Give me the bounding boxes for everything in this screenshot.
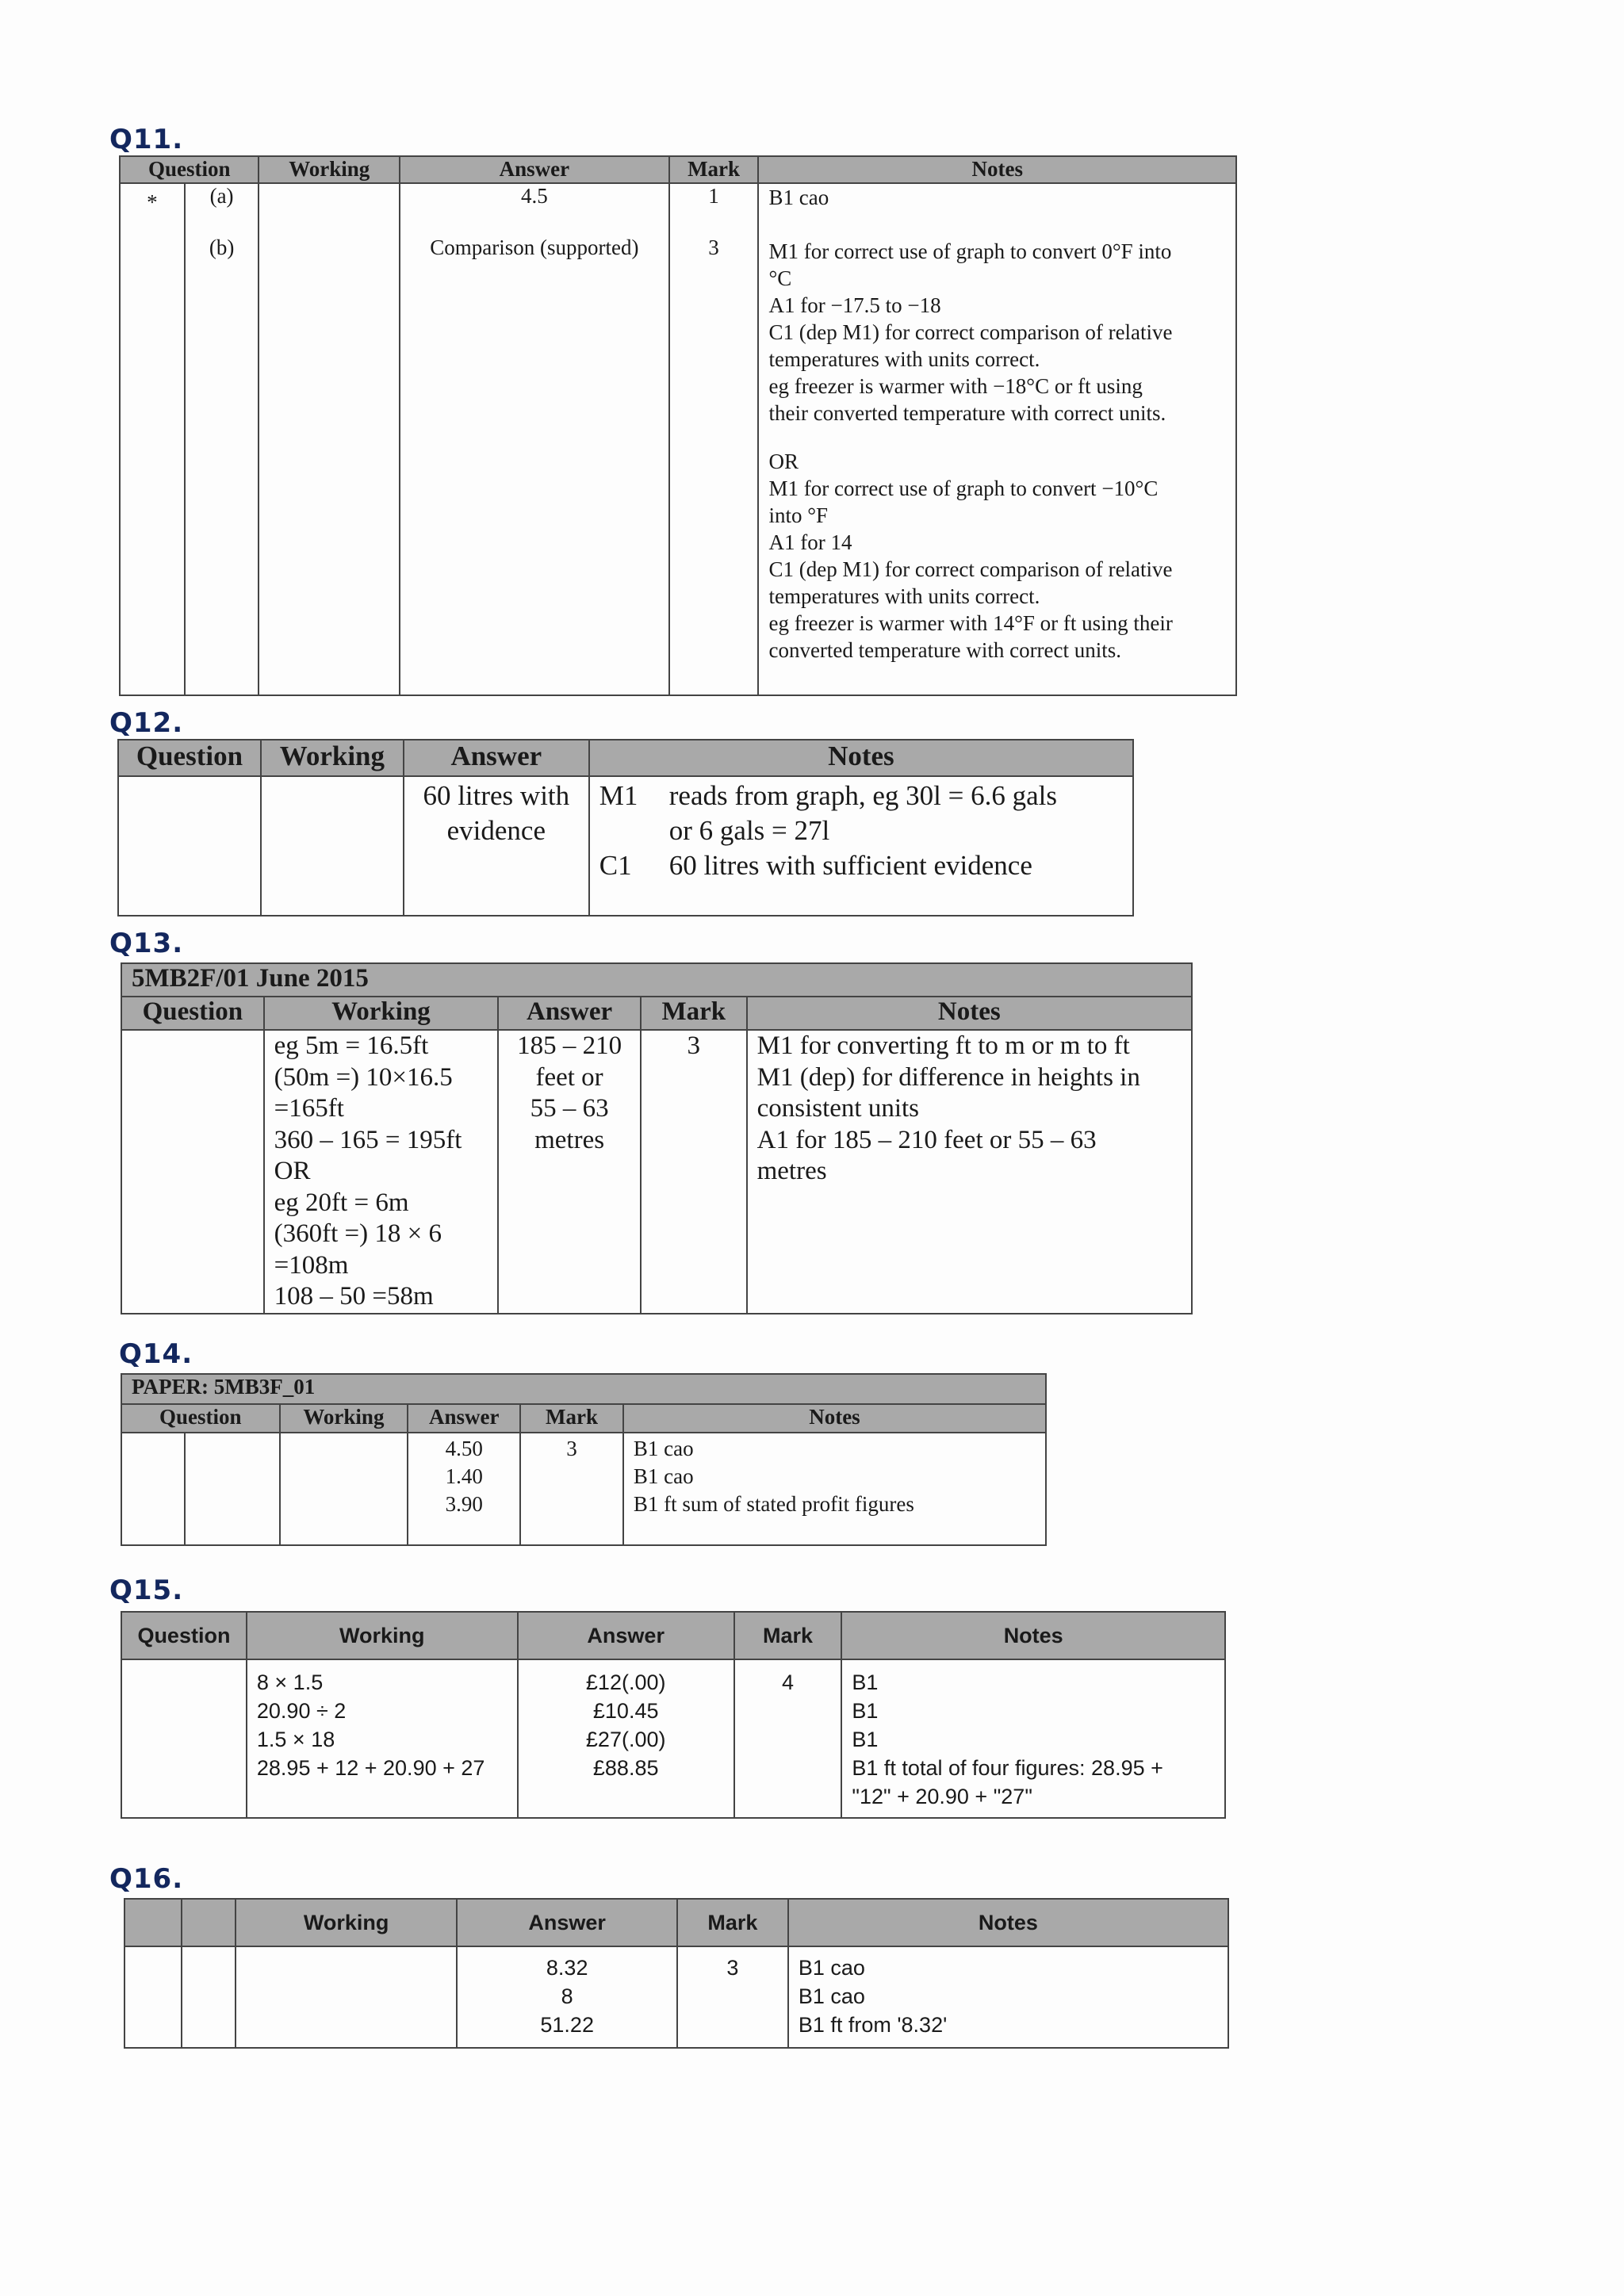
- q11-note: M1 for correct use of graph to convert −10°C: [768, 476, 1159, 500]
- q15-note: B1: [852, 1699, 879, 1723]
- q11-mark-cell: [669, 183, 759, 695]
- q14-notes-cell: [623, 1433, 1046, 1545]
- q11-header-answer: Answer: [400, 156, 669, 183]
- q16-answer-line: 51.22: [540, 2013, 594, 2037]
- q15-mark-cell: 4: [734, 1659, 842, 1818]
- q11-note: A1 for 14: [768, 530, 852, 554]
- q15-question-cell: [121, 1659, 247, 1818]
- q14-note: B1 cao: [633, 1464, 694, 1488]
- q11-answer-a: 4.5: [520, 184, 548, 208]
- q16-note: B1 cao: [798, 1984, 865, 2008]
- q12-note-row: [599, 779, 1123, 813]
- q16-note: B1 ft from '8.32': [798, 2013, 948, 2037]
- q13-header-notes: Notes: [747, 997, 1192, 1030]
- q12-header-answer: Answer: [404, 740, 589, 776]
- q15-answer-line: £27(.00): [585, 1728, 666, 1751]
- q13-answer-line: metres: [534, 1125, 605, 1154]
- q15-working-line: 1.5 × 18: [256, 1728, 335, 1751]
- q11-label: Q11.: [109, 124, 184, 155]
- q15-note: B1: [852, 1728, 879, 1751]
- q16-header-working: Working: [236, 1899, 458, 1946]
- q15-answer-line: £88.85: [592, 1756, 659, 1780]
- q13-working-line: 360 – 165 = 195ft: [274, 1125, 462, 1154]
- q15-table: [121, 1611, 1226, 1819]
- q14-header-answer: Answer: [408, 1404, 520, 1433]
- q11-note: OR: [768, 450, 799, 473]
- q11-part-a: (a): [209, 184, 234, 208]
- q16-header-answer: Answer: [457, 1899, 677, 1946]
- q12-answer-line: evidence: [446, 815, 546, 846]
- q11-note: M1 for correct use of graph to convert 0°F into: [768, 239, 1172, 263]
- q16-question-cell: [124, 1946, 182, 2048]
- q16-answer-cell: [457, 1946, 677, 2048]
- q13-question-cell: [121, 1030, 264, 1314]
- q11-note-gap: [768, 427, 1226, 448]
- q14-mark-cell: 3: [520, 1433, 623, 1545]
- q12-note-text: 60 litres with sufficient evidence: [668, 850, 1032, 881]
- q11-parts-cell: [185, 183, 259, 695]
- q15-header-notes: Notes: [841, 1612, 1225, 1659]
- q11-working-cell: [259, 183, 400, 695]
- q11-note: A1 for −17.5 to −18: [768, 293, 941, 317]
- q14-header-notes: Notes: [623, 1404, 1046, 1433]
- q13-working-line: eg 5m = 16.5ft: [274, 1031, 429, 1060]
- q15-answer-line: £10.45: [592, 1699, 659, 1723]
- q14-table: [121, 1373, 1047, 1546]
- q16-mark-cell: 3: [677, 1946, 788, 2048]
- q13-paper-band: 5MB2F/01 June 2015: [121, 963, 1192, 997]
- q11-answer-b: Comparison (supported): [430, 235, 639, 259]
- q15-note: B1 ft total of four figures: 28.95 +: [852, 1756, 1163, 1780]
- q14-answer-line: 4.50: [445, 1437, 483, 1460]
- q16-table: [124, 1898, 1229, 2049]
- q11-notes-a: B1 cao: [768, 186, 829, 209]
- q14-answer-line: 3.90: [445, 1492, 483, 1516]
- q11-star: *: [120, 183, 185, 695]
- q13-working-line: (360ft =) 18 × 6: [274, 1219, 442, 1248]
- q16-note: B1 cao: [798, 1956, 865, 1980]
- q13-answer-cell: [498, 1030, 641, 1314]
- q16-part-cell: [182, 1946, 236, 2048]
- q11-note: temperatures with units correct.: [768, 584, 1040, 608]
- q13-note: metres: [756, 1157, 827, 1185]
- q12-header-working: Working: [261, 740, 404, 776]
- q16-working-cell: [236, 1946, 458, 2048]
- q12-note-text: or 6 gals = 27l: [668, 815, 830, 846]
- q11-note: C1 (dep M1) for correct comparison of relative: [768, 320, 1173, 344]
- q12-answer-cell: [404, 776, 589, 916]
- q15-answer-line: £12(.00): [585, 1670, 666, 1694]
- q14-question-cell: [121, 1433, 185, 1545]
- q12-notes-cell: [589, 776, 1133, 916]
- q13-note: consistent units: [756, 1094, 920, 1123]
- q12-header-notes: Notes: [589, 740, 1133, 776]
- q14-answer-line: 1.40: [445, 1464, 483, 1488]
- q13-mark-cell: 3: [641, 1030, 747, 1314]
- q12-label: Q12.: [109, 707, 184, 739]
- q11-header-question: Question: [120, 156, 259, 183]
- q11-note: eg freezer is warmer with −18°C or ft using: [768, 374, 1143, 398]
- q11-note: their converted temperature with correct units.: [768, 401, 1166, 425]
- q16-header-notes: Notes: [788, 1899, 1228, 1946]
- q15-header-working: Working: [247, 1612, 518, 1659]
- q11-mark-b: 3: [708, 235, 719, 259]
- q12-header-question: Question: [118, 740, 261, 776]
- q13-working-line: =165ft: [274, 1094, 344, 1123]
- q15-working-line: 20.90 ÷ 2: [256, 1699, 347, 1723]
- q13-label: Q13.: [109, 928, 184, 959]
- q14-paper-band: PAPER: 5MB3F_01: [121, 1374, 1046, 1404]
- q13-header-working: Working: [264, 997, 499, 1030]
- q15-notes-cell: [841, 1659, 1225, 1818]
- q16-label: Q16.: [109, 1863, 184, 1895]
- q11-note: C1 (dep M1) for correct comparison of relative: [768, 557, 1173, 581]
- q13-working-line: OR: [274, 1157, 311, 1185]
- q12-answer-line: 60 litres with: [423, 780, 570, 811]
- q13-answer-line: 185 – 210: [517, 1031, 622, 1060]
- q11-notes-cell: [758, 183, 1236, 695]
- q13-header-question: Question: [121, 997, 264, 1030]
- q13-working-line: 108 – 50 =58m: [274, 1282, 434, 1311]
- q14-subquestion-cell: [185, 1433, 280, 1545]
- q11-table: [119, 155, 1237, 696]
- q13-answer-line: feet or: [535, 1062, 603, 1092]
- q11-note: converted temperature with correct units.: [768, 638, 1122, 662]
- q12-note-text: reads from graph, eg 30l = 6.6 gals: [668, 780, 1057, 811]
- q14-header-working: Working: [280, 1404, 408, 1433]
- q15-working-cell: [247, 1659, 518, 1818]
- q13-note: M1 for converting ft to m or m to ft: [756, 1031, 1130, 1060]
- q15-note: "12" + 20.90 + "27": [852, 1785, 1032, 1808]
- q13-note: M1 (dep) for difference in heights in: [756, 1062, 1140, 1092]
- q14-header-question: Question: [121, 1404, 280, 1433]
- q15-note: B1: [852, 1670, 879, 1694]
- q13-working-cell: [264, 1030, 499, 1314]
- q12-question-cell: [118, 776, 261, 916]
- q12-note-row: [599, 848, 1123, 883]
- q13-note: A1 for 185 – 210 feet or 55 – 63: [756, 1125, 1097, 1154]
- q16-header-part: [182, 1899, 236, 1946]
- q13-table: [121, 962, 1193, 1314]
- q11-note: into °F: [768, 503, 829, 527]
- q16-header-question: [124, 1899, 182, 1946]
- q12-note-row: [599, 813, 1123, 848]
- q15-working-line: 28.95 + 12 + 20.90 + 27: [256, 1756, 485, 1780]
- q11-part-b: (b): [209, 235, 235, 259]
- q15-header-question: Question: [121, 1612, 247, 1659]
- q12-note-code: M1: [599, 780, 638, 811]
- q14-answer-cell: [408, 1433, 520, 1545]
- q14-note: B1 cao: [633, 1437, 694, 1460]
- q15-header-answer: Answer: [518, 1612, 734, 1659]
- q16-answer-line: 8: [561, 1984, 573, 2008]
- q12-working-cell: [261, 776, 404, 916]
- q14-note: B1 ft sum of stated profit figures: [633, 1492, 914, 1516]
- q12-table: [117, 739, 1134, 916]
- q16-answer-line: 8.32: [546, 1956, 588, 1980]
- q16-header-mark: Mark: [677, 1899, 788, 1946]
- q13-notes-cell: [747, 1030, 1192, 1314]
- q11-note: temperatures with units correct.: [768, 347, 1040, 371]
- q11-note: eg freezer is warmer with 14°F or ft using their: [768, 611, 1173, 635]
- q15-working-line: 8 × 1.5: [256, 1670, 324, 1694]
- q13-working-line: =108m: [274, 1250, 349, 1280]
- q13-header-mark: Mark: [641, 997, 747, 1030]
- q11-answer-cell: [400, 183, 669, 695]
- q13-header-answer: Answer: [498, 997, 641, 1030]
- q14-label: Q14.: [119, 1338, 193, 1370]
- q13-answer-line: 55 – 63: [530, 1094, 609, 1123]
- q11-header-notes: Notes: [758, 156, 1236, 183]
- q13-working-line: eg 20ft = 6m: [274, 1188, 409, 1217]
- q13-working-line: (50m =) 10×16.5: [274, 1062, 453, 1092]
- q11-mark-a: 1: [708, 184, 719, 208]
- q15-header-mark: Mark: [734, 1612, 842, 1659]
- q11-note: °C: [768, 266, 792, 290]
- q11-header-working: Working: [259, 156, 400, 183]
- q11-header-mark: Mark: [669, 156, 759, 183]
- q15-answer-cell: [518, 1659, 734, 1818]
- q14-header-mark: Mark: [520, 1404, 623, 1433]
- q15-label: Q15.: [109, 1575, 184, 1606]
- q12-note-code: C1: [599, 850, 632, 881]
- q16-notes-cell: [788, 1946, 1228, 2048]
- q14-working-cell: [280, 1433, 408, 1545]
